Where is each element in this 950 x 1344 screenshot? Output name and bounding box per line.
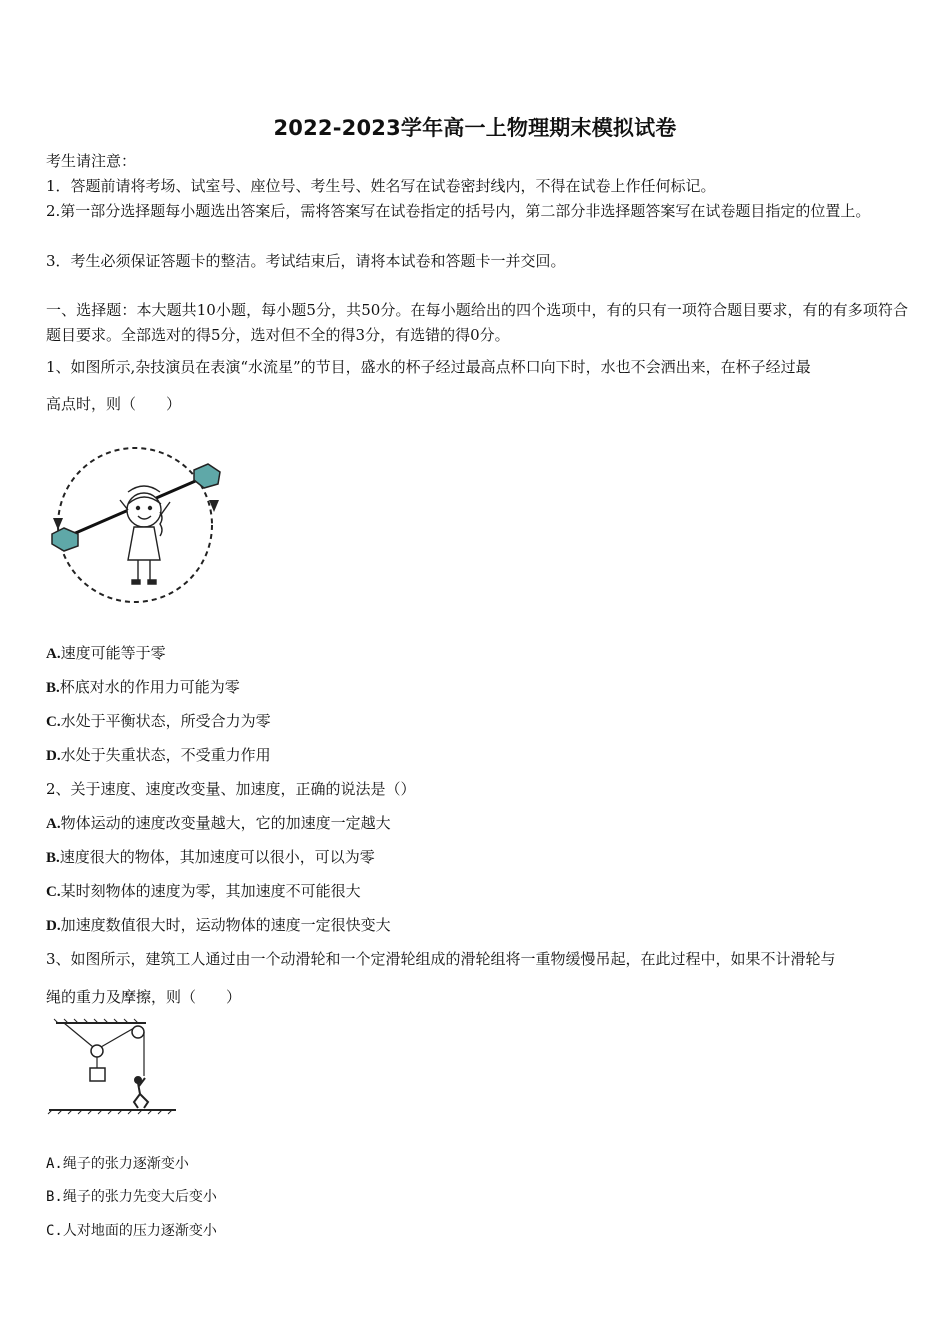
section-intro: 一、选择题：本大题共10小题，每小题5分，共50分。在每小题给出的四个选项中，有的只有一项符合题目要求，有的有多项符合题目要求。全部选对的得5分，选对但不全的得3分，有选错的得0分。 bbox=[46, 301, 908, 344]
pulley-system-figure bbox=[46, 1018, 181, 1118]
notice-heading: 考生请注意： bbox=[46, 152, 137, 170]
arrow-left-up-icon bbox=[53, 518, 63, 530]
option-text: 人对地面的压力逐渐变小 bbox=[62, 1223, 217, 1239]
option-label: C. bbox=[46, 884, 61, 900]
question-2-option-b bbox=[46, 847, 375, 868]
question-3-option-b bbox=[46, 1187, 217, 1207]
worker-figure bbox=[134, 1077, 148, 1108]
question-1-stem-line2: 高点时，则（ ） bbox=[46, 395, 182, 413]
question-2-option-c bbox=[46, 881, 361, 902]
option-text: 速度很大的物体，其加速度可以很小，可以为零 bbox=[59, 848, 375, 866]
question-1-option-a bbox=[46, 643, 166, 664]
question-1-option-b bbox=[46, 677, 240, 698]
notice-item-1: 1．答题前请将考场、试室号、座位号、考生号、姓名写在试卷密封线内，不得在试卷上作任何标记。 bbox=[46, 177, 716, 195]
juggler-girl bbox=[120, 486, 170, 584]
option-text: 水处于失重状态，不受重力作用 bbox=[60, 746, 271, 764]
option-label: B. bbox=[46, 1189, 63, 1205]
page-title: 2022-2023学年高一上物理期末模拟试卷 bbox=[273, 116, 677, 140]
question-3-stem-line1: 3、如图所示，建筑工人通过由一个动滑轮和一个定滑轮组成的滑轮组将一重物缓慢吊起，在此过程中，如果不计滑轮与 bbox=[46, 950, 836, 968]
option-label: A. bbox=[46, 816, 61, 832]
weight-box bbox=[90, 1068, 105, 1081]
option-text: 水处于平衡状态，所受合力为零 bbox=[60, 712, 271, 730]
question-2-stem: 2、关于速度、速度改变量、加速度，正确的说法是（） bbox=[46, 780, 416, 798]
option-label: D. bbox=[46, 748, 61, 764]
notice-item-2: 2.第一部分选择题每小题选出答案后，需将答案写在试卷指定的括号内，第二部分非选择题答案写在试卷题目指定的位置上。 bbox=[46, 202, 871, 220]
question-1-option-d bbox=[46, 745, 271, 766]
option-label: B. bbox=[46, 850, 60, 866]
option-label: C. bbox=[46, 714, 61, 730]
option-label: A. bbox=[46, 1156, 63, 1172]
option-text: 某时刻物体的速度为零，其加速度不可能很大 bbox=[60, 882, 361, 900]
option-label: C. bbox=[46, 1223, 63, 1239]
question-1-option-c bbox=[46, 711, 271, 732]
option-text: 加速度数值很大时，运动物体的速度一定很快变大 bbox=[60, 916, 391, 934]
option-label: D. bbox=[46, 918, 61, 934]
question-3-option-a bbox=[46, 1154, 189, 1174]
option-text: 速度可能等于零 bbox=[60, 644, 166, 662]
question-3-option-c bbox=[46, 1221, 217, 1241]
juggler-water-meteor-figure bbox=[44, 430, 234, 605]
option-text: 物体运动的速度改变量越大，它的加速度一定越大 bbox=[60, 814, 391, 832]
option-label: B. bbox=[46, 680, 60, 696]
question-2-option-a bbox=[46, 813, 391, 834]
water-cup-left bbox=[52, 528, 78, 551]
option-text: 杯底对水的作用力可能为零 bbox=[59, 678, 240, 696]
question-1-stem-line1: 1、如图所示,杂技演员在表演“水流星”的节目，盛水的杯子经过最高点杯口向下时，水也不会洒出来，在杯子经过最 bbox=[46, 358, 811, 376]
option-text: 绳子的张力逐渐变小 bbox=[62, 1156, 189, 1172]
option-label: A. bbox=[46, 646, 61, 662]
question-2-option-d bbox=[46, 915, 391, 936]
notice-item-3: 3．考生必须保证答题卡的整洁。考试结束后，请将本试卷和答题卡一并交回。 bbox=[46, 252, 566, 270]
question-3-stem-line2: 绳的重力及摩擦，则（ ） bbox=[46, 988, 242, 1006]
water-cup-right bbox=[194, 464, 220, 488]
option-text: 绳子的张力先变大后变小 bbox=[62, 1189, 217, 1205]
